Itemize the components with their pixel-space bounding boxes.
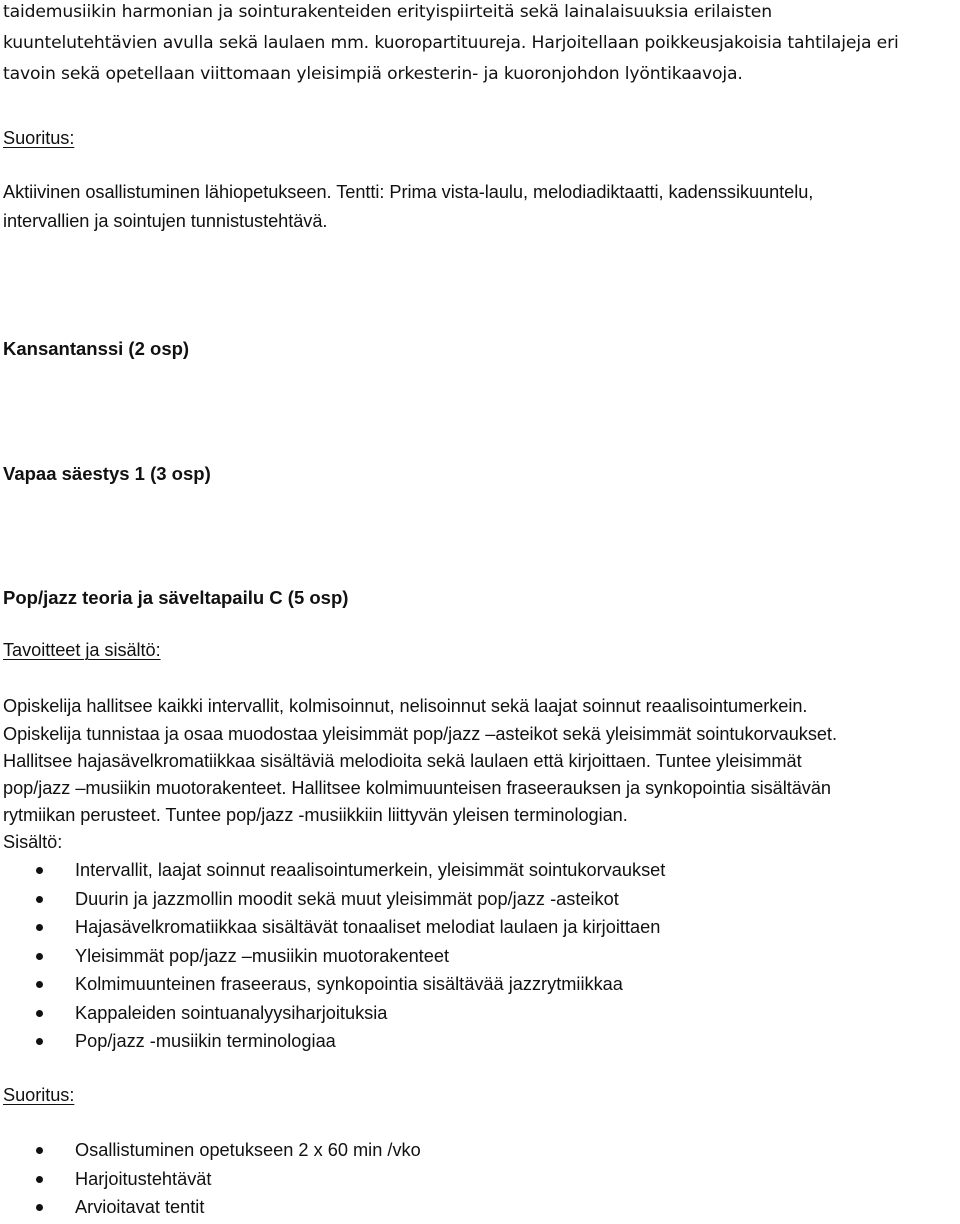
goals-line: Hallitsee hajasävelkromatiikkaa sisältäviä melodioita sekä laulaen että kirjoittaen. Tuntee yleisimmät (3, 751, 802, 771)
bullet-icon (36, 1038, 43, 1045)
bullet-icon (36, 1010, 43, 1017)
list-item-text: Hajasävelkromatiikkaa sisältävät tonaaliset melodiat laulaen ja kirjoittaen (75, 917, 661, 937)
bullet-icon (36, 924, 43, 931)
bullet-icon (36, 953, 43, 960)
list-item-text: Kolmimuunteinen fraseeraus, synkopointia sisältävää jazzrytmiikkaa (75, 974, 623, 994)
list-item (0, 1167, 960, 1196)
list-item-text: Arvioitavat tentit (75, 1197, 205, 1217)
list-item (0, 1029, 960, 1058)
list-item-text: Yleisimmät pop/jazz –musiikin muotorakenteet (75, 945, 450, 966)
list-item (0, 944, 960, 973)
bullet-icon (36, 867, 43, 874)
list-item (0, 1001, 960, 1030)
course-heading-kansantanssi: Kansantanssi (2 osp) (3, 338, 190, 359)
goals-line: Opiskelija tunnistaa ja osaa muodostaa yleisimmät pop/jazz –asteikot sekä yleisimmät sointukorvaukset. (3, 724, 837, 744)
list-item (0, 972, 960, 1001)
paragraph-line: kuuntelutehtävien avulla sekä laulaen mm. kuoropartituureja. Harjoitellaan poikkeusjakoisia tahtilajeja eri (3, 33, 899, 53)
suoritus-label: Suoritus: (3, 1085, 75, 1105)
list-item-text: Pop/jazz -musiikin terminologiaa (75, 1031, 336, 1051)
goals-line: Opiskelija hallitsee kaikki intervallit, kolmisoinnut, nelisoinnut sekä laajat soinnut reaalisointumerkein. (3, 696, 808, 716)
list-item-text: Harjoitustehtävät (75, 1168, 212, 1189)
bullet-icon (36, 1176, 43, 1183)
paragraph-line: tavoin sekä opetellaan viittomaan yleisimpiä orkesterin- ja kuoronjohdon lyöntikaavoja. (3, 64, 743, 84)
suoritus-line: intervallien ja sointujen tunnistustehtävä. (3, 211, 328, 231)
goals-label: Tavoitteet ja sisältö: (3, 640, 161, 660)
list-item-text: Duurin ja jazzmollin moodit sekä muut yleisimmät pop/jazz -asteikot (75, 888, 619, 909)
paragraph-line: taidemusiikin harmonian ja sointurakenteiden erityispiirteitä sekä lainalaisuuksia erilaisten (3, 2, 772, 22)
course-heading-popjazz: Pop/jazz teoria ja säveltapailu C (5 osp) (3, 587, 349, 608)
list-item (0, 1138, 960, 1167)
suoritus-list (0, 1138, 960, 1224)
list-item-text: Osallistuminen opetukseen 2 x 60 min /vko (75, 1140, 421, 1160)
suoritus-line: Aktiivinen osallistuminen lähiopetukseen. Tentti: Prima vista-laulu, melodiadiktaatti, kadenssikuuntelu, (3, 182, 814, 202)
content-label: Sisältö: (3, 832, 63, 852)
list-item-text: Intervallit, laajat soinnut reaalisointumerkein, yleisimmät sointukorvaukset (75, 860, 666, 880)
bullet-icon (36, 896, 43, 903)
list-item (0, 887, 960, 916)
bullet-icon (36, 981, 43, 988)
list-item-text: Kappaleiden sointuanalyysiharjoituksia (75, 1002, 388, 1023)
content-list (0, 858, 960, 1058)
bullet-icon (36, 1204, 43, 1211)
goals-line: pop/jazz –musiikin muotorakenteet. Hallitsee kolmimuunteisen fraseerauksen ja synkopointia sisältävän (3, 778, 831, 798)
bullet-icon (36, 1147, 43, 1154)
course-heading-vapaa-saestys: Vapaa säestys 1 (3 osp) (3, 463, 211, 484)
list-item (0, 1195, 960, 1224)
list-item (0, 858, 960, 887)
list-item (0, 915, 960, 944)
suoritus-label: Suoritus: (3, 128, 75, 148)
goals-line: rytmiikan perusteet. Tuntee pop/jazz -musiikkiin liittyvän yleisen terminologian. (3, 805, 628, 825)
